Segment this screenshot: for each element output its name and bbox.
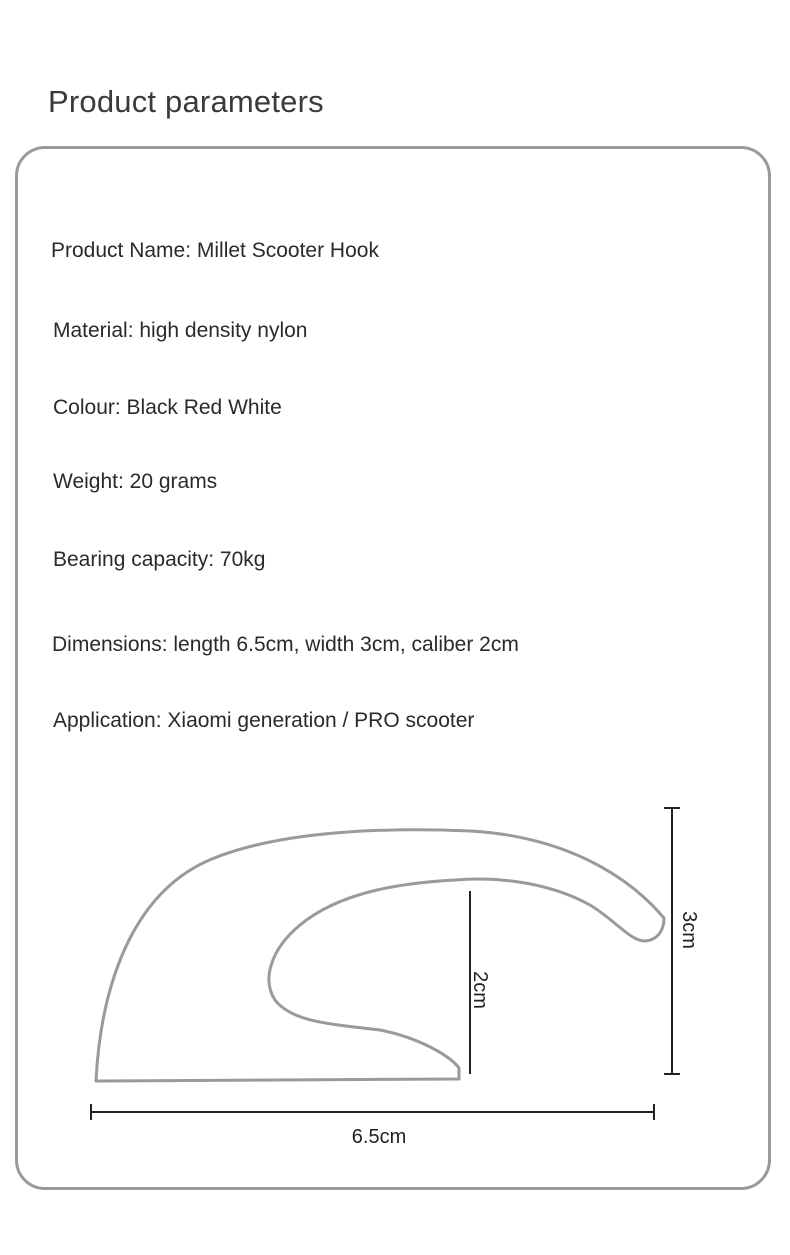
length-label: 6.5cm xyxy=(351,1126,407,1148)
width-label: 3cm xyxy=(678,911,700,949)
parameters-card xyxy=(15,146,771,1190)
param-product-name: Product Name: Millet Scooter Hook xyxy=(51,239,379,262)
caliber-label: 2cm xyxy=(469,971,491,1009)
param-weight: Weight: 20 grams xyxy=(53,470,218,493)
param-colour: Colour: Black Red White xyxy=(53,396,282,419)
section-title: Product parameters xyxy=(48,84,324,119)
param-dimensions: Dimensions: length 6.5cm, width 3cm, caliber 2cm xyxy=(52,633,519,656)
param-material: Material: high density nylon xyxy=(53,319,308,342)
param-bearing-capacity: Bearing capacity: 70kg xyxy=(53,548,266,571)
param-application: Application: Xiaomi generation / PRO scooter xyxy=(53,709,475,732)
